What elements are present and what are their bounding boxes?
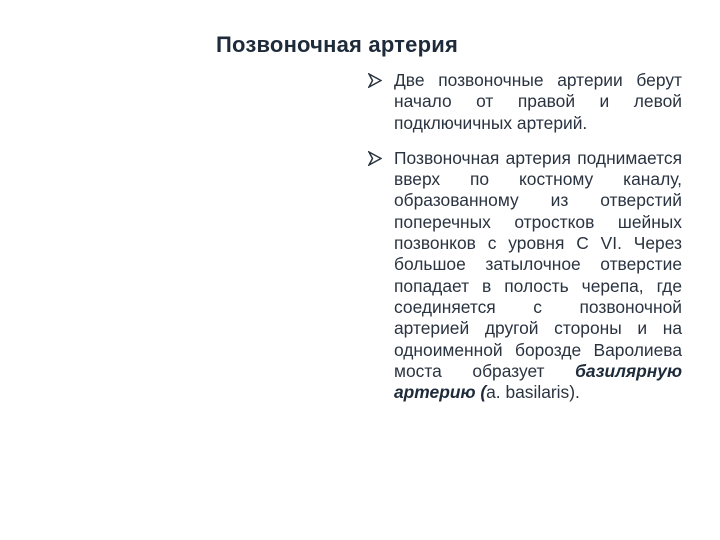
bullet-item-origin <box>368 70 682 134</box>
arrowhead-bullet-icon <box>368 73 382 88</box>
bullet-text-origin: Две позвоночные артерии берут начало от правой и левой подключичных артерий. <box>394 70 682 133</box>
bullet-list <box>368 70 682 417</box>
basilar-artery-emphasis: базилярную артерию ( <box>394 360 682 403</box>
basilar-latin-name: a. basilaris). <box>486 382 580 403</box>
bullet-text-course: Позвоночная артерия поднимается вверх по костному каналу, образованному из отверстий поперечных отростков шейных позвонков с уровня С VI. Через большое затылочное отверстие попадает в полость черепа, где соединяется с позвоночной артерией другой стороны и на одноименной борозде Варолиева моста образует <box>394 147 682 381</box>
bullet-item-course <box>368 148 682 404</box>
arrowhead-bullet-icon <box>368 151 382 166</box>
slide-title: Позвоночная артерия <box>216 32 458 57</box>
